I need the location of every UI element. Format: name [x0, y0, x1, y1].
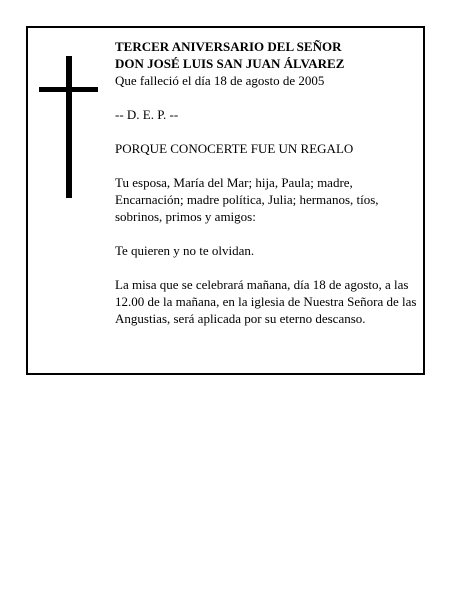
remembrance-line: Te quieren y no te olvidan.	[115, 243, 255, 258]
notice-title-line-1: TERCER ANIVERSARIO DEL SEÑOR	[115, 39, 342, 54]
notice-title-line-2: DON JOSÉ LUIS SAN JUAN ÁLVAREZ	[115, 56, 345, 71]
cross-horizontal-bar	[39, 87, 98, 92]
family-paragraph: Tu esposa, María del Mar; hija, Paula; madre, Encarnación; madre política, Julia; hermanos, tíos, sobrinos, primos y amigos:	[115, 175, 379, 224]
death-date: Que falleció el día 18 de agosto de 2005	[115, 73, 325, 88]
cross-vertical-bar	[66, 56, 72, 198]
notice-content	[115, 38, 420, 327]
motto: PORQUE CONOCERTE FUE UN REGALO	[115, 141, 354, 156]
mass-paragraph: La misa que se celebrará mañana, día 18 de agosto, a las 12.00 de la mañana, en la iglesia de Nuestra Señora de las Angustias, será aplicada por su eterno descanso.	[115, 277, 417, 326]
obituary-notice	[26, 26, 425, 375]
rip-line: -- D. E. P. --	[115, 107, 179, 122]
